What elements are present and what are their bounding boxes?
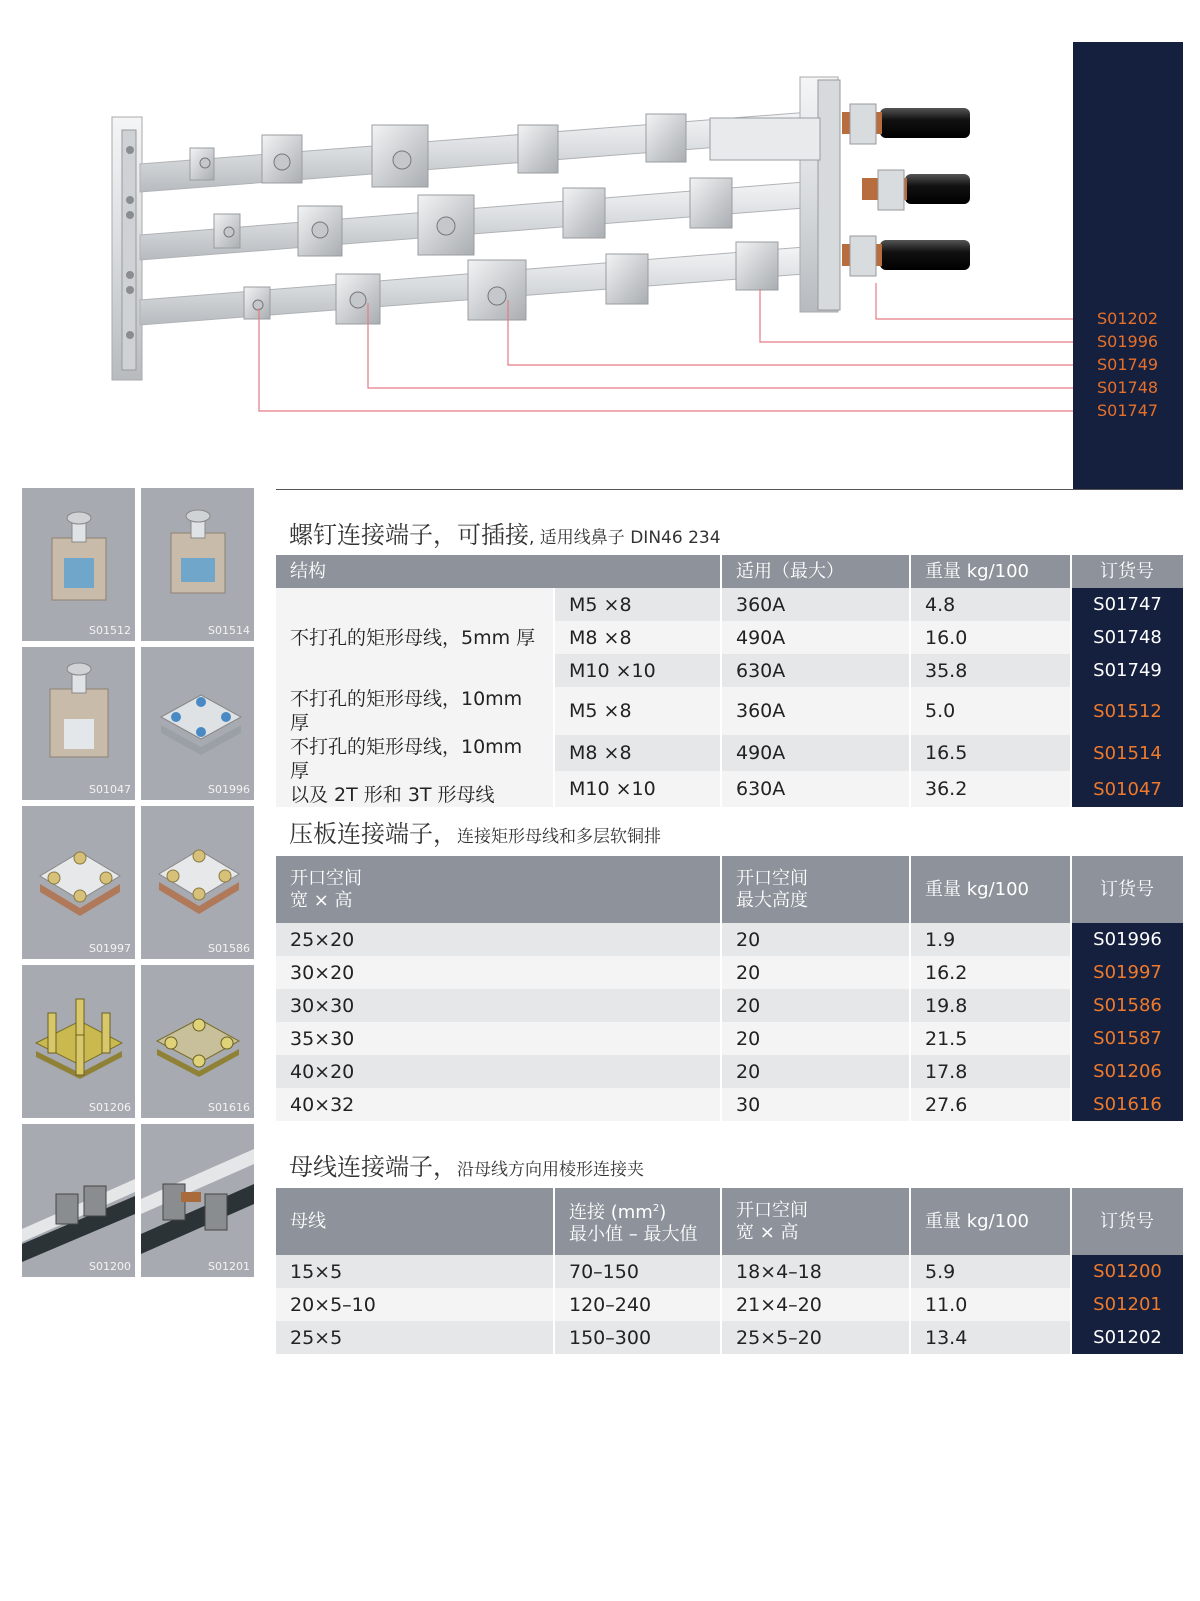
yellow-clamp-icon xyxy=(22,965,135,1118)
column-header xyxy=(721,856,910,923)
table-row xyxy=(276,1321,1183,1354)
thumbnail-code: S01996 xyxy=(208,783,250,796)
clamp-plate-icon xyxy=(141,806,254,959)
section-title xyxy=(289,1147,644,1182)
section-title xyxy=(289,515,721,550)
screw-terminal-icon xyxy=(22,647,135,800)
column-header xyxy=(721,1188,910,1255)
section-subtitle: 连接矩形母线和多层软铜排 xyxy=(457,827,661,847)
current-cell: 360A xyxy=(721,588,910,621)
header-text: ) xyxy=(659,1201,667,1223)
weight-cell: 5.9 xyxy=(910,1255,1071,1288)
callout-code: S01202 xyxy=(1097,309,1159,328)
table-header-row xyxy=(276,1188,1183,1255)
thumbnail-code: S01514 xyxy=(208,624,250,637)
header-line: 开口空间 xyxy=(290,867,362,889)
weight-cell: 21.5 xyxy=(910,1022,1071,1055)
opening-cell: 18×4–18 xyxy=(721,1255,910,1288)
table-row xyxy=(276,923,1183,956)
max-height-cell: 30 xyxy=(721,1088,910,1121)
current-cell: 490A xyxy=(721,621,910,654)
structure-line: 不打孔的矩形母线，10mm 厚 xyxy=(290,736,523,782)
weight-cell: 19.8 xyxy=(910,989,1071,1022)
connection-cell: 150–300 xyxy=(554,1321,721,1354)
thumbnail-code: S01997 xyxy=(89,942,131,955)
thumbnail-code: S01512 xyxy=(89,624,131,637)
thumbnail-code: S01200 xyxy=(89,1260,131,1273)
section-subtitle: , 适用线鼻子 DIN46 234 xyxy=(529,528,721,548)
header-line: 宽 × 高 xyxy=(290,889,353,911)
product-thumbnail xyxy=(141,488,254,641)
table-row xyxy=(276,1022,1183,1055)
order-code: S01514 xyxy=(1071,735,1183,771)
table-header-row xyxy=(276,555,1183,588)
column-header: 订货号 xyxy=(1071,555,1183,588)
busbar-assembly-drawing xyxy=(0,0,1200,490)
header-line: 宽 × 高 xyxy=(736,1221,799,1243)
table-row xyxy=(276,989,1183,1022)
size-cell: M5 ×8 xyxy=(554,687,721,735)
column-header xyxy=(554,1188,721,1255)
column-header xyxy=(276,856,721,923)
order-code: S01512 xyxy=(1071,687,1183,735)
opening-cell: 30×20 xyxy=(276,956,721,989)
busbar-cell: 20×5–10 xyxy=(276,1288,554,1321)
product-thumbnail xyxy=(22,965,135,1118)
table-row xyxy=(276,1055,1183,1088)
order-code: S01201 xyxy=(1071,1288,1183,1321)
weight-cell: 16.0 xyxy=(910,621,1071,654)
column-header: 重量 kg/100 xyxy=(910,1188,1071,1255)
current-cell: 630A xyxy=(721,771,910,807)
weight-cell: 35.8 xyxy=(910,654,1071,687)
section-title-main: 母线连接端子， xyxy=(289,1153,457,1181)
callout-code: S01748 xyxy=(1097,378,1159,397)
busbar-connector-table xyxy=(276,1188,1183,1354)
header-line: 开口空间 xyxy=(736,867,808,889)
screw-terminal-icon xyxy=(141,488,254,641)
order-code: S01586 xyxy=(1071,989,1183,1022)
product-thumbnail xyxy=(22,488,135,641)
screw-terminal-icon xyxy=(22,488,135,641)
product-thumbnail xyxy=(22,647,135,800)
max-height-cell: 20 xyxy=(721,1022,910,1055)
table-row xyxy=(276,956,1183,989)
product-thumbnail xyxy=(141,1124,254,1277)
connection-cell: 120–240 xyxy=(554,1288,721,1321)
order-code: S01747 xyxy=(1071,588,1183,621)
weight-cell: 4.8 xyxy=(910,588,1071,621)
hero-divider xyxy=(276,489,1183,490)
table-row xyxy=(276,588,1183,621)
column-header: 适用（最大） xyxy=(721,555,910,588)
order-code: S01996 xyxy=(1071,923,1183,956)
header-line: 最小值 – 最大值 xyxy=(569,1223,698,1245)
section-title-main: 压板连接端子， xyxy=(289,820,457,848)
connection-cell: 70–150 xyxy=(554,1255,721,1288)
weight-cell: 16.5 xyxy=(910,735,1071,771)
column-header: 重量 kg/100 xyxy=(910,555,1071,588)
clamp-plate-icon xyxy=(22,806,135,959)
size-cell: M5 ×8 xyxy=(554,588,721,621)
thumbnail-code: S01586 xyxy=(208,942,250,955)
header-line: 开口空间 xyxy=(736,1199,808,1221)
current-cell: 630A xyxy=(721,654,910,687)
opening-cell: 40×32 xyxy=(276,1088,721,1121)
header-line xyxy=(569,1198,706,1224)
max-height-cell: 20 xyxy=(721,989,910,1022)
thumbnail-code: S01616 xyxy=(208,1101,250,1114)
table-row xyxy=(276,1088,1183,1121)
busbar-clip-icon xyxy=(22,1124,135,1277)
product-thumbnail xyxy=(141,806,254,959)
section-subtitle: 沿母线方向用棱形连接夹 xyxy=(457,1160,644,1180)
opening-cell: 25×5–20 xyxy=(721,1321,910,1354)
order-code: S01200 xyxy=(1071,1255,1183,1288)
yellow-clamp-icon xyxy=(141,965,254,1118)
product-thumbnail xyxy=(22,1124,135,1277)
opening-cell: 35×30 xyxy=(276,1022,721,1055)
busbar-clip-icon xyxy=(141,1124,254,1277)
hero-navy-band xyxy=(1073,42,1183,490)
column-header: 母线 xyxy=(276,1188,554,1255)
table-row xyxy=(276,687,1183,735)
callout-code: S01747 xyxy=(1097,401,1159,420)
size-cell: M10 ×10 xyxy=(554,654,721,687)
size-cell: M8 ×8 xyxy=(554,735,721,771)
callout-code: S01749 xyxy=(1097,355,1159,374)
weight-cell: 16.2 xyxy=(910,956,1071,989)
order-code: S01616 xyxy=(1071,1088,1183,1121)
structure-cell xyxy=(276,735,554,807)
current-cell: 490A xyxy=(721,735,910,771)
thumbnail-code: S01047 xyxy=(89,783,131,796)
thumbnail-code: S01206 xyxy=(89,1101,131,1114)
weight-cell: 27.6 xyxy=(910,1088,1071,1121)
structure-cell: 不打孔的矩形母线，10mm 厚 xyxy=(276,687,554,735)
max-height-cell: 20 xyxy=(721,1055,910,1088)
section-title-main: 螺钉连接端子，可插接 xyxy=(289,521,529,549)
opening-cell: 25×20 xyxy=(276,923,721,956)
order-code: S01587 xyxy=(1071,1022,1183,1055)
column-header: 订货号 xyxy=(1071,1188,1183,1255)
thumbnail-code: S01201 xyxy=(208,1260,250,1273)
column-header: 结构 xyxy=(276,555,721,588)
callout-code: S01996 xyxy=(1097,332,1159,351)
opening-cell: 21×4–20 xyxy=(721,1288,910,1321)
product-thumbnail xyxy=(141,965,254,1118)
column-header: 重量 kg/100 xyxy=(910,856,1071,923)
product-thumbnail xyxy=(141,647,254,800)
section-title xyxy=(289,814,661,849)
column-header: 订货号 xyxy=(1071,856,1183,923)
header-line: 最大高度 xyxy=(736,889,808,911)
size-cell: M10 ×10 xyxy=(554,771,721,807)
busbar-cell: 25×5 xyxy=(276,1321,554,1354)
table-row xyxy=(276,1255,1183,1288)
max-height-cell: 20 xyxy=(721,923,910,956)
current-cell: 360A xyxy=(721,687,910,735)
weight-cell: 13.4 xyxy=(910,1321,1071,1354)
clamp-plate-icon xyxy=(141,647,254,800)
product-thumbnail xyxy=(22,806,135,959)
opening-cell: 40×20 xyxy=(276,1055,721,1088)
weight-cell: 1.9 xyxy=(910,923,1071,956)
structure-line: 以及 2T 形和 3T 形母线 xyxy=(290,784,495,806)
header-text: 连接 (mm xyxy=(569,1201,653,1223)
hero-illustration xyxy=(0,0,1200,490)
order-code: S01047 xyxy=(1071,771,1183,807)
order-code: S01748 xyxy=(1071,621,1183,654)
weight-cell: 11.0 xyxy=(910,1288,1071,1321)
busbar-cell: 15×5 xyxy=(276,1255,554,1288)
order-code: S01997 xyxy=(1071,956,1183,989)
weight-cell: 5.0 xyxy=(910,687,1071,735)
screw-terminal-table xyxy=(276,555,1183,807)
structure-cell: 不打孔的矩形母线，5mm 厚 xyxy=(276,588,554,687)
order-code: S01202 xyxy=(1071,1321,1183,1354)
order-code: S01749 xyxy=(1071,654,1183,687)
table-row xyxy=(276,735,1183,771)
max-height-cell: 20 xyxy=(721,956,910,989)
weight-cell: 36.2 xyxy=(910,771,1071,807)
weight-cell: 17.8 xyxy=(910,1055,1071,1088)
header-superscript: 2 xyxy=(652,1202,660,1214)
table-row xyxy=(276,1288,1183,1321)
table-header-row xyxy=(276,856,1183,923)
size-cell: M8 ×8 xyxy=(554,621,721,654)
clamp-terminal-table xyxy=(276,856,1183,1121)
order-code: S01206 xyxy=(1071,1055,1183,1088)
opening-cell: 30×30 xyxy=(276,989,721,1022)
